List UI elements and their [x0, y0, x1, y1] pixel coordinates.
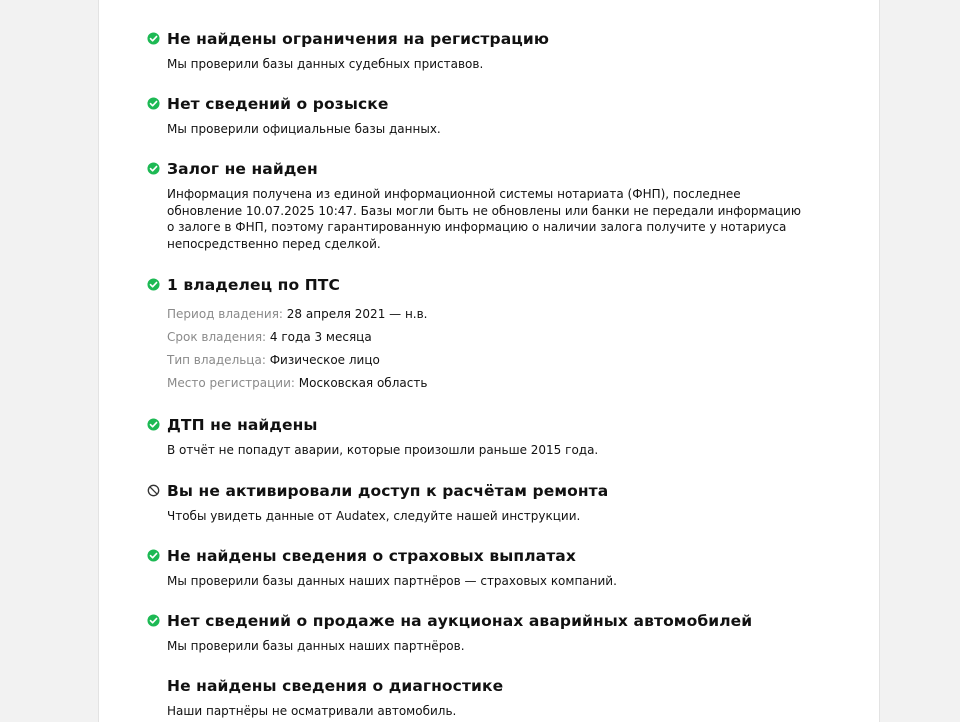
check-circle-icon [147, 418, 160, 431]
report-card [98, 0, 880, 722]
check-description: В отчёт не попадут аварии, которые произошли раньше 2015 года. [167, 443, 599, 457]
property-ownership-period [167, 306, 807, 329]
check-circle-icon [147, 32, 160, 45]
property-value: 4 года 3 месяца [269, 330, 372, 344]
check-title: Нет сведений о розыске [167, 95, 389, 113]
check-title: Вы не активировали доступ к расчётам ремонта [167, 482, 609, 500]
property-label: Срок владения: [167, 330, 267, 344]
check-description: Мы проверили базы данных наших партнёров. [167, 639, 465, 653]
property-owner-type [167, 352, 807, 375]
check-circle-icon [147, 97, 160, 110]
check-title: Нет сведений о продаже на аукционах аварийных автомобилей [167, 612, 753, 630]
check-title: Залог не найден [167, 160, 318, 178]
check-description: Мы проверили базы данных судебных приставов. [167, 57, 484, 71]
prohibited-icon [147, 484, 160, 497]
property-label: Место регистрации: [167, 376, 295, 390]
property-value: Московская область [298, 376, 428, 390]
check-title: Не найдены сведения о страховых выплатах [167, 547, 576, 565]
check-description: Информация получена из единой информационной системы нотариата (ФНП), последнее обновление 10.07.2025 10:47. Базы могли быть не обновлены или банки не передали информацию о залоге в ФНП, поэтому гарантированную информацию о наличии залога получите у нотариуса непосредственно перед сделкой. [167, 187, 801, 251]
check-description: Мы проверили базы данных наших партнёров — страховых компаний. [167, 574, 617, 588]
check-title: Не найдены сведения о диагностике [167, 677, 504, 695]
property-value: Физическое лицо [269, 353, 380, 367]
check-circle-icon [147, 614, 160, 627]
property-value: 28 апреля 2021 — н.в. [286, 307, 428, 321]
owner-properties [167, 306, 807, 398]
check-title: 1 владелец по ПТС [167, 276, 340, 294]
check-title: ДТП не найдены [167, 416, 318, 434]
check-description: Наши партнёры не осматривали автомобиль. [167, 704, 457, 718]
check-circle-icon [147, 278, 160, 291]
check-description: Чтобы увидеть данные от Audatex, следуйте нашей инструкции. [167, 509, 581, 523]
check-circle-icon [147, 549, 160, 562]
property-registration-place [167, 375, 807, 398]
check-title: Не найдены ограничения на регистрацию [167, 30, 549, 48]
check-description: Мы проверили официальные базы данных. [167, 122, 441, 136]
check-circle-icon [147, 162, 160, 175]
property-label: Период владения: [167, 307, 283, 321]
property-label: Тип владельца: [167, 353, 266, 367]
property-ownership-duration [167, 329, 807, 352]
